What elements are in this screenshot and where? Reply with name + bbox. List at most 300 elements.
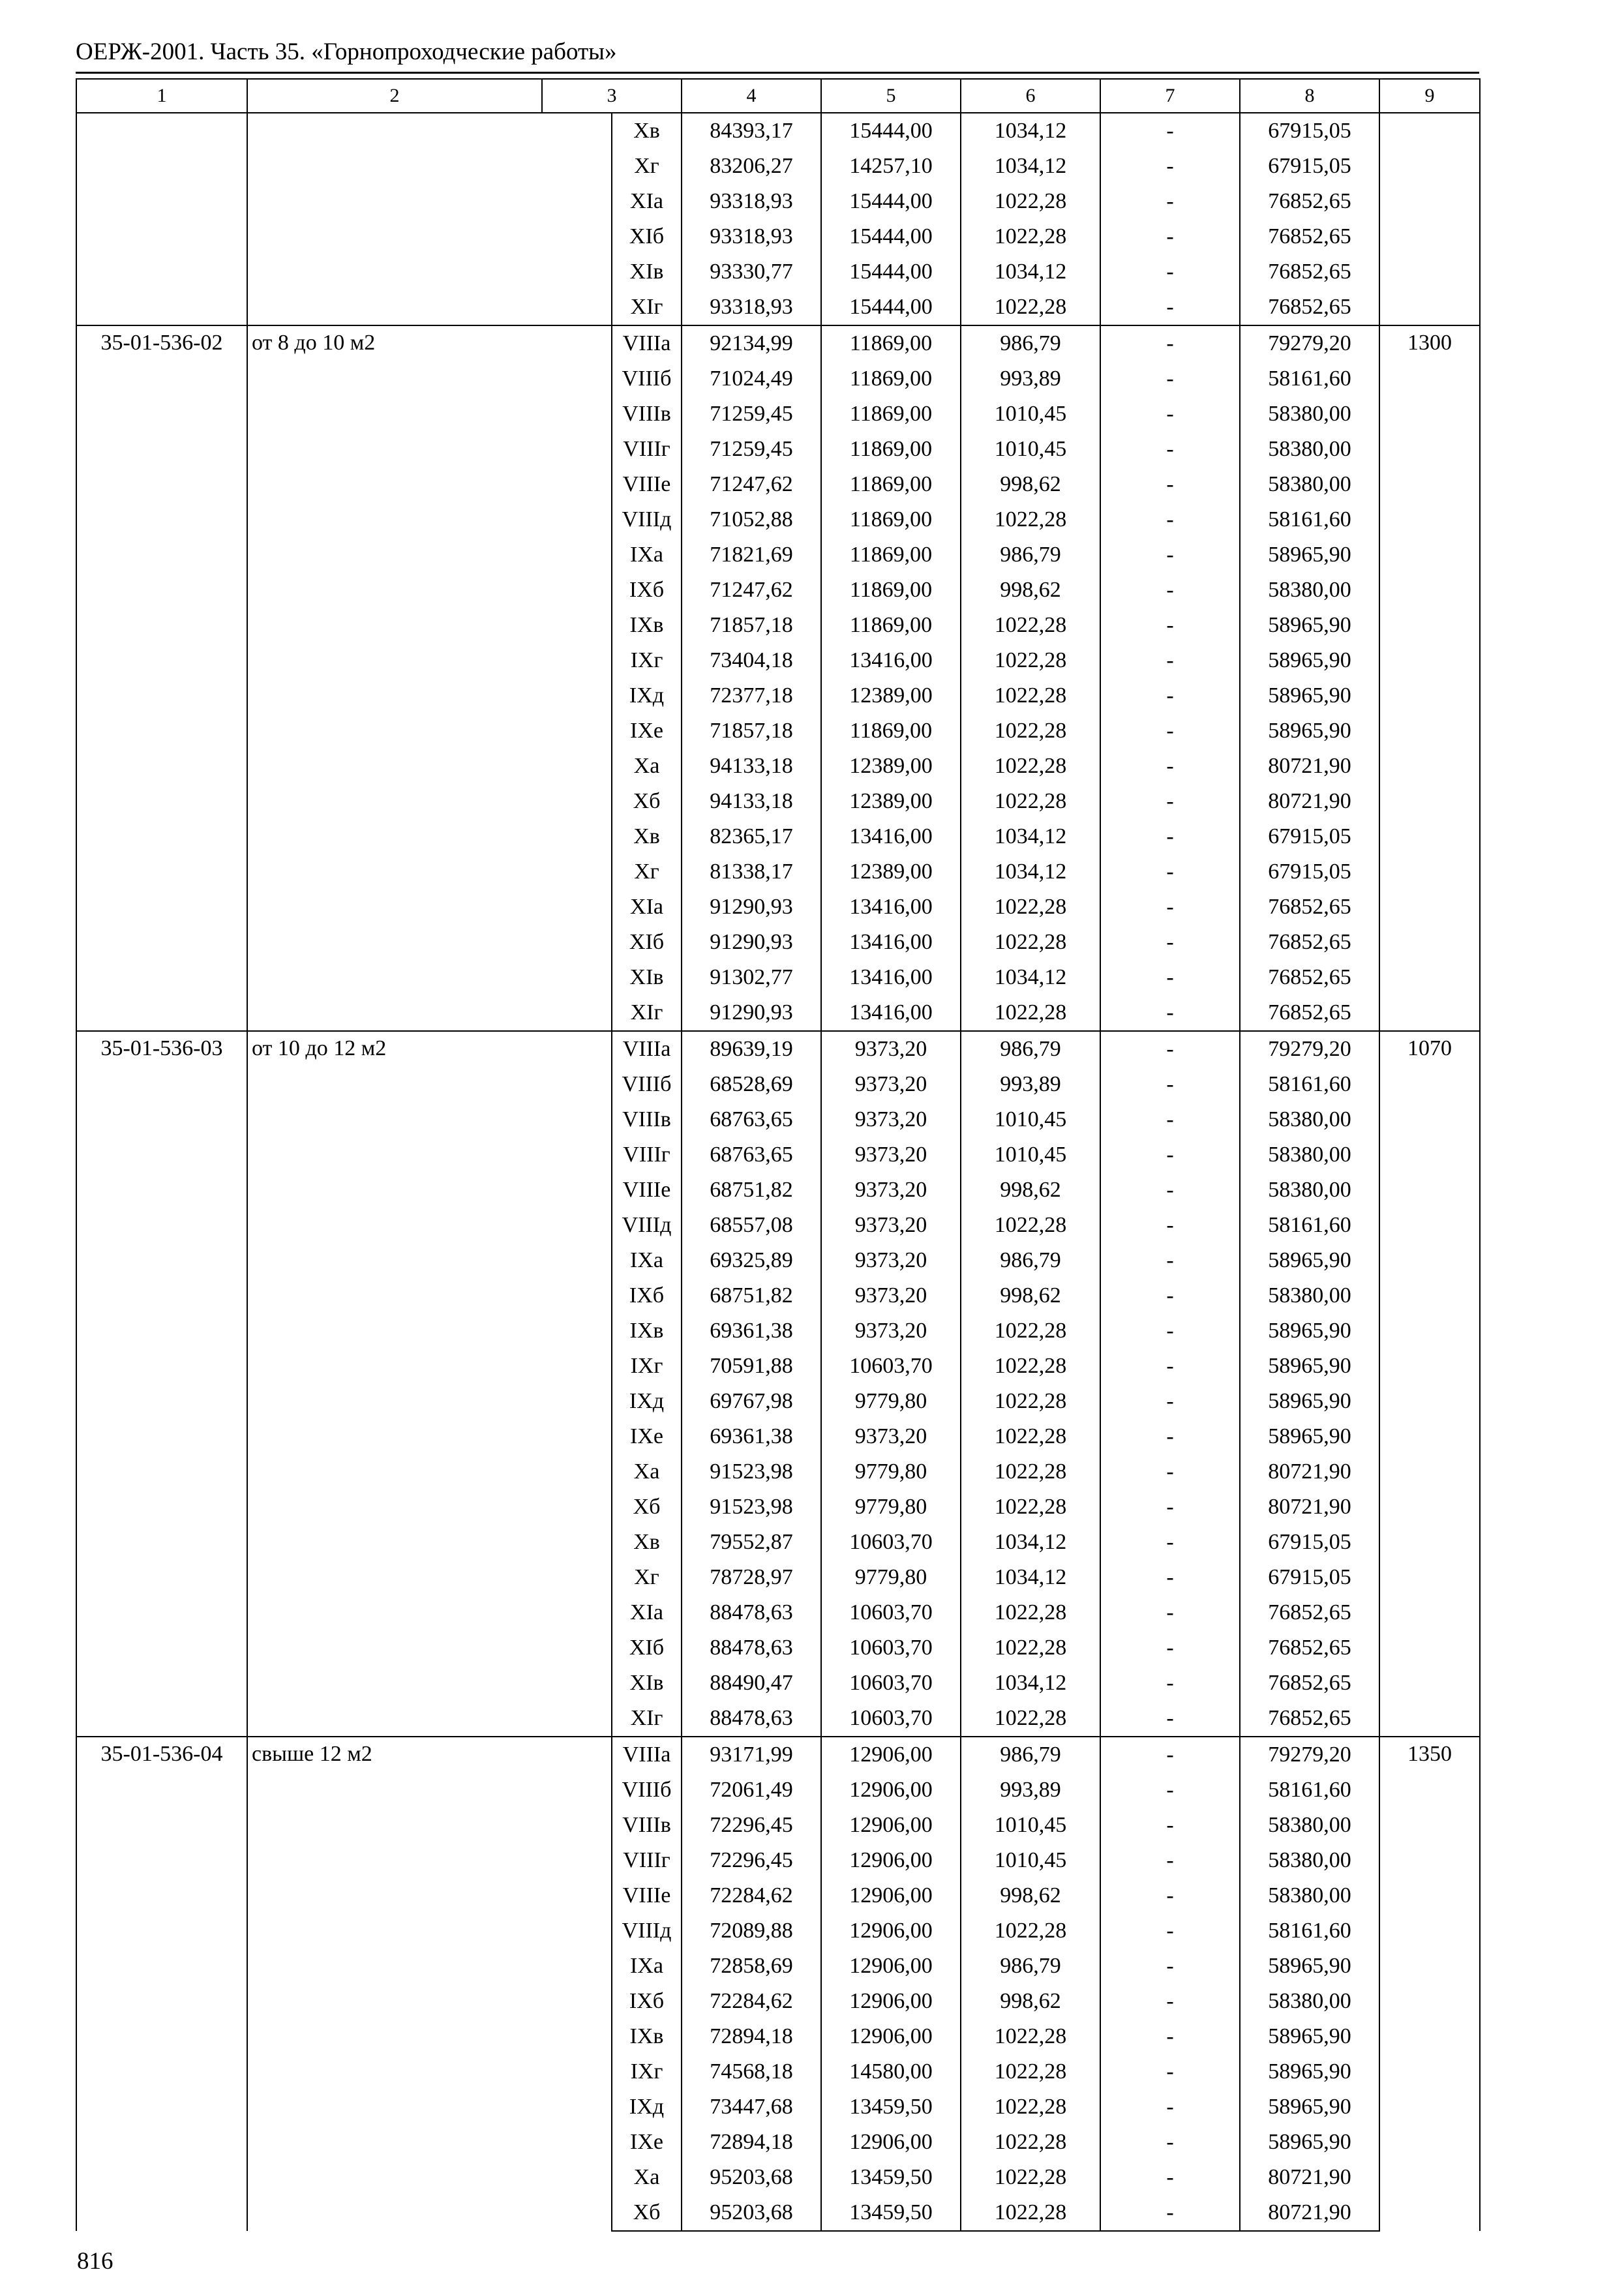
col8-cell: 58965,90: [1240, 1243, 1379, 1278]
col5-cell: 9373,20: [821, 1031, 961, 1067]
note-cell: 1350: [1379, 1737, 1480, 2231]
category-cell: Хг: [612, 149, 682, 184]
col5-cell: 12389,00: [821, 678, 961, 713]
col4-cell: 93171,99: [682, 1737, 821, 1773]
col5-cell: 11869,00: [821, 396, 961, 432]
col4-cell: 72894,18: [682, 2125, 821, 2160]
col6-cell: 993,89: [961, 1067, 1100, 1102]
col5-cell: 10603,70: [821, 1595, 961, 1630]
column-header: 7: [1100, 79, 1240, 113]
col6-cell: 1022,28: [961, 1701, 1100, 1737]
col5-cell: 12906,00: [821, 1878, 961, 1913]
col8-cell: 58965,90: [1240, 2054, 1379, 2089]
col8-cell: 76852,65: [1240, 1630, 1379, 1666]
col6-cell: 1022,28: [961, 1313, 1100, 1349]
col8-cell: 58380,00: [1240, 1137, 1379, 1173]
category-cell: XIв: [612, 960, 682, 995]
col7-cell: -: [1100, 1419, 1240, 1454]
page-header: ОЕРЖ-2001. Часть 35. «Горнопроходческие работы»: [76, 38, 617, 65]
col4-cell: 93330,77: [682, 254, 821, 290]
col6-cell: 1010,45: [961, 1102, 1100, 1137]
col5-cell: 10603,70: [821, 1525, 961, 1560]
col4-cell: 74568,18: [682, 2054, 821, 2089]
col6-cell: 986,79: [961, 1737, 1100, 1773]
category-cell: VIIIа: [612, 1737, 682, 1773]
col7-cell: -: [1100, 361, 1240, 396]
category-cell: XIа: [612, 890, 682, 925]
header-rule: [76, 72, 1479, 74]
col8-cell: 76852,65: [1240, 995, 1379, 1031]
col4-cell: 91290,93: [682, 890, 821, 925]
col7-cell: -: [1100, 1666, 1240, 1701]
col8-cell: 67915,05: [1240, 1525, 1379, 1560]
col5-cell: 9373,20: [821, 1243, 961, 1278]
col8-cell: 58965,90: [1240, 1349, 1379, 1384]
col5-cell: 12906,00: [821, 2125, 961, 2160]
col8-cell: 58965,90: [1240, 2125, 1379, 2160]
col5-cell: 12389,00: [821, 784, 961, 819]
col8-cell: 80721,90: [1240, 749, 1379, 784]
category-cell: VIIIе: [612, 1878, 682, 1913]
description-cell: от 10 до 12 м2: [247, 1031, 612, 1737]
col8-cell: 67915,05: [1240, 819, 1379, 854]
col8-cell: 80721,90: [1240, 2195, 1379, 2231]
col5-cell: 15444,00: [821, 219, 961, 254]
col4-cell: 71024,49: [682, 361, 821, 396]
col6-cell: 1022,28: [961, 1349, 1100, 1384]
col4-cell: 68528,69: [682, 1067, 821, 1102]
col8-cell: 79279,20: [1240, 1031, 1379, 1067]
col7-cell: -: [1100, 113, 1240, 149]
col4-cell: 91290,93: [682, 925, 821, 960]
category-cell: Хб: [612, 1489, 682, 1525]
col7-cell: -: [1100, 219, 1240, 254]
col7-cell: -: [1100, 2195, 1240, 2231]
category-cell: XIа: [612, 184, 682, 219]
page-number: 816: [77, 2248, 113, 2275]
category-cell: VIIIа: [612, 1031, 682, 1067]
col5-cell: 9373,20: [821, 1419, 961, 1454]
category-cell: XIг: [612, 290, 682, 325]
col8-cell: 58161,60: [1240, 1067, 1379, 1102]
col7-cell: -: [1100, 1173, 1240, 1208]
col5-cell: 13416,00: [821, 995, 961, 1031]
column-header: 4: [682, 79, 821, 113]
col4-cell: 93318,93: [682, 290, 821, 325]
col5-cell: 11869,00: [821, 608, 961, 643]
col4-cell: 93318,93: [682, 184, 821, 219]
col5-cell: 13459,50: [821, 2195, 961, 2231]
col6-cell: 1034,12: [961, 1525, 1100, 1560]
table-row: [76, 113, 1480, 149]
col4-cell: 71052,88: [682, 502, 821, 537]
col8-cell: 58161,60: [1240, 1773, 1379, 1808]
col5-cell: 9373,20: [821, 1102, 961, 1137]
col6-cell: 1022,28: [961, 2125, 1100, 2160]
col6-cell: 986,79: [961, 1031, 1100, 1067]
col6-cell: 1022,28: [961, 1419, 1100, 1454]
col7-cell: -: [1100, 2054, 1240, 2089]
col7-cell: -: [1100, 2160, 1240, 2195]
col4-cell: 94133,18: [682, 749, 821, 784]
col8-cell: 76852,65: [1240, 219, 1379, 254]
col8-cell: 58965,90: [1240, 1313, 1379, 1349]
col4-cell: 94133,18: [682, 784, 821, 819]
col4-cell: 69361,38: [682, 1419, 821, 1454]
col5-cell: 15444,00: [821, 184, 961, 219]
col8-cell: 58380,00: [1240, 1878, 1379, 1913]
col6-cell: 1034,12: [961, 1666, 1100, 1701]
col4-cell: 72089,88: [682, 1913, 821, 1949]
col5-cell: 12906,00: [821, 1984, 961, 2019]
col8-cell: 58161,60: [1240, 502, 1379, 537]
col6-cell: 1034,12: [961, 149, 1100, 184]
note-cell: 1300: [1379, 325, 1480, 1031]
col5-cell: 14257,10: [821, 149, 961, 184]
category-cell: IХд: [612, 2089, 682, 2125]
col6-cell: 998,62: [961, 467, 1100, 502]
col7-cell: -: [1100, 2089, 1240, 2125]
col8-cell: 76852,65: [1240, 960, 1379, 995]
col7-cell: -: [1100, 1067, 1240, 1102]
col5-cell: 9373,20: [821, 1137, 961, 1173]
col5-cell: 9373,20: [821, 1208, 961, 1243]
col8-cell: 58161,60: [1240, 1913, 1379, 1949]
col4-cell: 72284,62: [682, 1984, 821, 2019]
col8-cell: 58380,00: [1240, 467, 1379, 502]
col8-cell: 80721,90: [1240, 1454, 1379, 1489]
category-cell: VIIIв: [612, 396, 682, 432]
col5-cell: 12906,00: [821, 1913, 961, 1949]
col8-cell: 58380,00: [1240, 1984, 1379, 2019]
category-cell: VIIIг: [612, 1137, 682, 1173]
col7-cell: -: [1100, 290, 1240, 325]
col6-cell: 1034,12: [961, 254, 1100, 290]
col4-cell: 72296,45: [682, 1843, 821, 1878]
col8-cell: 79279,20: [1240, 1737, 1379, 1773]
col7-cell: -: [1100, 713, 1240, 749]
col5-cell: 11869,00: [821, 537, 961, 573]
col5-cell: 11869,00: [821, 432, 961, 467]
code-cell: 35-01-536-02: [76, 325, 247, 1031]
col6-cell: 1022,28: [961, 1595, 1100, 1630]
col5-cell: 9779,80: [821, 1454, 961, 1489]
code-cell: [76, 113, 247, 325]
col7-cell: -: [1100, 643, 1240, 678]
col4-cell: 71259,45: [682, 396, 821, 432]
category-cell: IХа: [612, 1949, 682, 1984]
category-cell: IХд: [612, 678, 682, 713]
col5-cell: 12389,00: [821, 854, 961, 890]
col8-cell: 58161,60: [1240, 361, 1379, 396]
category-cell: IХд: [612, 1384, 682, 1419]
col4-cell: 88478,63: [682, 1595, 821, 1630]
col8-cell: 58965,90: [1240, 1384, 1379, 1419]
col4-cell: 84393,17: [682, 113, 821, 149]
col8-cell: 58161,60: [1240, 1208, 1379, 1243]
col7-cell: -: [1100, 254, 1240, 290]
col8-cell: 58965,90: [1240, 713, 1379, 749]
col4-cell: 72894,18: [682, 2019, 821, 2054]
category-cell: Хб: [612, 2195, 682, 2231]
description-cell: свыше 12 м2: [247, 1737, 612, 2231]
col8-cell: 58965,90: [1240, 537, 1379, 573]
col5-cell: 12906,00: [821, 1737, 961, 1773]
col7-cell: -: [1100, 432, 1240, 467]
col5-cell: 11869,00: [821, 467, 961, 502]
col8-cell: 58965,90: [1240, 643, 1379, 678]
col4-cell: 88478,63: [682, 1630, 821, 1666]
col4-cell: 71821,69: [682, 537, 821, 573]
col8-cell: 76852,65: [1240, 1595, 1379, 1630]
category-cell: VIIIд: [612, 1913, 682, 1949]
col8-cell: 80721,90: [1240, 1489, 1379, 1525]
note-cell: 1070: [1379, 1031, 1480, 1737]
category-cell: VIIIв: [612, 1102, 682, 1137]
col7-cell: -: [1100, 467, 1240, 502]
col6-cell: 993,89: [961, 1773, 1100, 1808]
category-cell: IХв: [612, 2019, 682, 2054]
col5-cell: 14580,00: [821, 2054, 961, 2089]
col4-cell: 73447,68: [682, 2089, 821, 2125]
col7-cell: -: [1100, 1913, 1240, 1949]
col6-cell: 986,79: [961, 325, 1100, 361]
col5-cell: 11869,00: [821, 325, 961, 361]
col5-cell: 13416,00: [821, 643, 961, 678]
category-cell: IХг: [612, 643, 682, 678]
col6-cell: 1022,28: [961, 713, 1100, 749]
col6-cell: 1010,45: [961, 432, 1100, 467]
category-cell: VIIIа: [612, 325, 682, 361]
col7-cell: -: [1100, 1773, 1240, 1808]
col4-cell: 81338,17: [682, 854, 821, 890]
col5-cell: 13459,50: [821, 2089, 961, 2125]
col5-cell: 9779,80: [821, 1489, 961, 1525]
col4-cell: 70591,88: [682, 1349, 821, 1384]
col4-cell: 91523,98: [682, 1489, 821, 1525]
category-cell: VIIIд: [612, 502, 682, 537]
col7-cell: -: [1100, 1278, 1240, 1313]
col4-cell: 91290,93: [682, 995, 821, 1031]
col8-cell: 58965,90: [1240, 2019, 1379, 2054]
col6-cell: 998,62: [961, 1278, 1100, 1313]
col7-cell: -: [1100, 784, 1240, 819]
col6-cell: 1034,12: [961, 960, 1100, 995]
col8-cell: 58380,00: [1240, 573, 1379, 608]
col6-cell: 998,62: [961, 573, 1100, 608]
col8-cell: 58380,00: [1240, 1843, 1379, 1878]
col6-cell: 1022,28: [961, 925, 1100, 960]
col6-cell: 1034,12: [961, 819, 1100, 854]
col7-cell: -: [1100, 1843, 1240, 1878]
col8-cell: 58965,90: [1240, 1419, 1379, 1454]
col7-cell: -: [1100, 819, 1240, 854]
col6-cell: 1034,12: [961, 1560, 1100, 1595]
col6-cell: 1022,28: [961, 184, 1100, 219]
col6-cell: 1010,45: [961, 1137, 1100, 1173]
col6-cell: 1034,12: [961, 113, 1100, 149]
col5-cell: 9373,20: [821, 1313, 961, 1349]
col8-cell: 76852,65: [1240, 184, 1379, 219]
col4-cell: 91523,98: [682, 1454, 821, 1489]
col6-cell: 1022,28: [961, 2054, 1100, 2089]
col6-cell: 998,62: [961, 1984, 1100, 2019]
col5-cell: 13416,00: [821, 960, 961, 995]
category-cell: XIг: [612, 995, 682, 1031]
col5-cell: 15444,00: [821, 290, 961, 325]
col8-cell: 58965,90: [1240, 2089, 1379, 2125]
category-cell: IХе: [612, 1419, 682, 1454]
col6-cell: 986,79: [961, 537, 1100, 573]
category-cell: XIб: [612, 1630, 682, 1666]
col7-cell: -: [1100, 1949, 1240, 1984]
col6-cell: 1022,28: [961, 1384, 1100, 1419]
col6-cell: 1022,28: [961, 1208, 1100, 1243]
category-cell: Ха: [612, 749, 682, 784]
col4-cell: 91302,77: [682, 960, 821, 995]
col7-cell: -: [1100, 1313, 1240, 1349]
col8-cell: 58965,90: [1240, 678, 1379, 713]
category-cell: Хг: [612, 854, 682, 890]
col5-cell: 13459,50: [821, 2160, 961, 2195]
category-cell: VIIIд: [612, 1208, 682, 1243]
col8-cell: 80721,90: [1240, 784, 1379, 819]
category-cell: XIб: [612, 219, 682, 254]
col4-cell: 83206,27: [682, 149, 821, 184]
description-cell: [247, 113, 612, 325]
col6-cell: 1022,28: [961, 784, 1100, 819]
col8-cell: 67915,05: [1240, 854, 1379, 890]
col7-cell: -: [1100, 1384, 1240, 1419]
category-cell: Хв: [612, 819, 682, 854]
code-cell: 35-01-536-04: [76, 1737, 247, 2231]
col4-cell: 72858,69: [682, 1949, 821, 1984]
col6-cell: 1022,28: [961, 2195, 1100, 2231]
col7-cell: -: [1100, 1102, 1240, 1137]
col7-cell: -: [1100, 1878, 1240, 1913]
col5-cell: 9779,80: [821, 1560, 961, 1595]
col5-cell: 12906,00: [821, 1773, 961, 1808]
col6-cell: 1022,28: [961, 2160, 1100, 2195]
col8-cell: 58380,00: [1240, 396, 1379, 432]
col8-cell: 76852,65: [1240, 925, 1379, 960]
description-cell: от 8 до 10 м2: [247, 325, 612, 1031]
col8-cell: 58965,90: [1240, 608, 1379, 643]
col5-cell: 11869,00: [821, 502, 961, 537]
col7-cell: -: [1100, 1984, 1240, 2019]
col4-cell: 68557,08: [682, 1208, 821, 1243]
category-cell: VIIIв: [612, 1808, 682, 1843]
col6-cell: 1022,28: [961, 749, 1100, 784]
col5-cell: 9373,20: [821, 1067, 961, 1102]
column-header: 3: [542, 79, 682, 113]
col4-cell: 68763,65: [682, 1137, 821, 1173]
col7-cell: -: [1100, 890, 1240, 925]
category-cell: IХг: [612, 1349, 682, 1384]
column-header: 2: [247, 79, 542, 113]
col7-cell: -: [1100, 537, 1240, 573]
col4-cell: 92134,99: [682, 325, 821, 361]
col5-cell: 13416,00: [821, 925, 961, 960]
category-cell: VIIIб: [612, 361, 682, 396]
col7-cell: -: [1100, 925, 1240, 960]
col8-cell: 80721,90: [1240, 2160, 1379, 2195]
col8-cell: 58380,00: [1240, 1278, 1379, 1313]
category-cell: Хв: [612, 113, 682, 149]
col7-cell: -: [1100, 1630, 1240, 1666]
col7-cell: -: [1100, 149, 1240, 184]
table-header: [76, 79, 1480, 113]
col6-cell: 986,79: [961, 1243, 1100, 1278]
col7-cell: -: [1100, 2125, 1240, 2160]
col8-cell: 79279,20: [1240, 325, 1379, 361]
column-header: 5: [821, 79, 961, 113]
col5-cell: 12906,00: [821, 2019, 961, 2054]
col8-cell: 58965,90: [1240, 1949, 1379, 1984]
col8-cell: 67915,05: [1240, 149, 1379, 184]
category-cell: VIIIе: [612, 467, 682, 502]
col5-cell: 9779,80: [821, 1384, 961, 1419]
col4-cell: 79552,87: [682, 1525, 821, 1560]
category-cell: IХв: [612, 1313, 682, 1349]
col8-cell: 67915,05: [1240, 113, 1379, 149]
category-cell: XIа: [612, 1595, 682, 1630]
col7-cell: -: [1100, 608, 1240, 643]
category-cell: XIг: [612, 1701, 682, 1737]
note-cell: [1379, 113, 1480, 325]
col7-cell: -: [1100, 1243, 1240, 1278]
category-cell: VIIIе: [612, 1173, 682, 1208]
col7-cell: -: [1100, 1560, 1240, 1595]
col7-cell: -: [1100, 1525, 1240, 1560]
col7-cell: -: [1100, 678, 1240, 713]
col5-cell: 15444,00: [821, 113, 961, 149]
col6-cell: 1022,28: [961, 995, 1100, 1031]
col8-cell: 76852,65: [1240, 890, 1379, 925]
col6-cell: 1022,28: [961, 1630, 1100, 1666]
col4-cell: 71857,18: [682, 608, 821, 643]
col6-cell: 998,62: [961, 1878, 1100, 1913]
category-cell: XIв: [612, 254, 682, 290]
col4-cell: 78728,97: [682, 1560, 821, 1595]
col7-cell: -: [1100, 1595, 1240, 1630]
col4-cell: 72296,45: [682, 1808, 821, 1843]
col8-cell: 67915,05: [1240, 1560, 1379, 1595]
col6-cell: 1010,45: [961, 396, 1100, 432]
col7-cell: -: [1100, 1137, 1240, 1173]
category-cell: XIв: [612, 1666, 682, 1701]
col7-cell: -: [1100, 502, 1240, 537]
col6-cell: 986,79: [961, 1949, 1100, 1984]
col4-cell: 73404,18: [682, 643, 821, 678]
table-row: [76, 325, 1480, 361]
col5-cell: 12906,00: [821, 1949, 961, 1984]
col4-cell: 95203,68: [682, 2195, 821, 2231]
col6-cell: 1022,28: [961, 643, 1100, 678]
col6-cell: 1022,28: [961, 608, 1100, 643]
col5-cell: 11869,00: [821, 713, 961, 749]
col6-cell: 1022,28: [961, 2089, 1100, 2125]
col7-cell: -: [1100, 995, 1240, 1031]
category-cell: Хг: [612, 1560, 682, 1595]
column-header: 6: [961, 79, 1100, 113]
col5-cell: 12389,00: [821, 749, 961, 784]
col6-cell: 1022,28: [961, 678, 1100, 713]
col4-cell: 72061,49: [682, 1773, 821, 1808]
col7-cell: -: [1100, 2019, 1240, 2054]
col8-cell: 58380,00: [1240, 1808, 1379, 1843]
col7-cell: -: [1100, 1808, 1240, 1843]
